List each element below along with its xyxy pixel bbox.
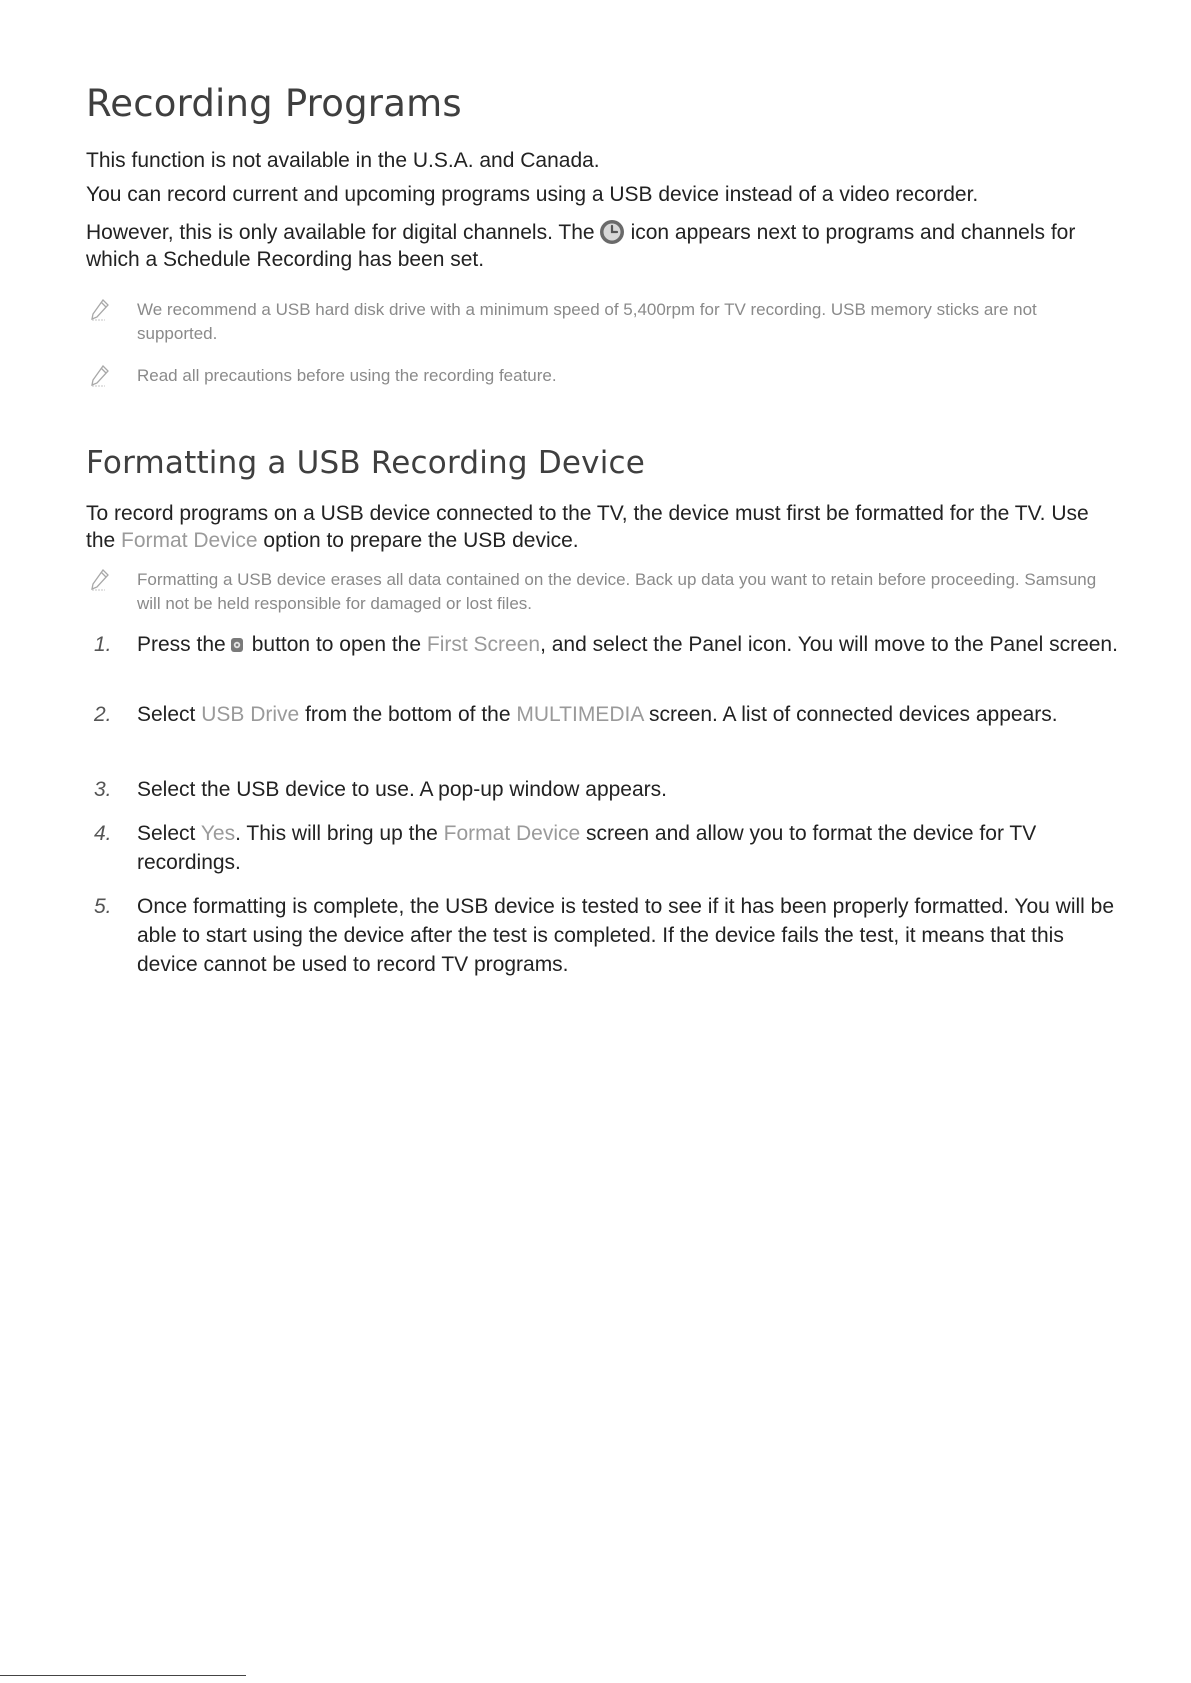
section-title-recording-programs: Recording Programs <box>86 82 462 125</box>
note-formatting-erases-text: Formatting a USB device erases all data contained on the device. Back up data you want to retain before proceeding. Samsung will not be held responsible for damaged or lost files. <box>137 570 1097 613</box>
menu-term-format-device: Format Device <box>443 822 581 845</box>
step-1 <box>86 630 1126 659</box>
paragraph-format-intro-part2: option to prepare the USB device. <box>263 529 579 552</box>
step-number: 1. <box>94 633 112 656</box>
step-1-text <box>137 630 1126 659</box>
footer-rule <box>0 1675 246 1676</box>
step-1-part1: Press the <box>137 633 226 656</box>
clock-icon <box>599 219 625 245</box>
step-2 <box>86 700 1126 729</box>
step-number: 5. <box>94 895 112 918</box>
step-1-part3: , and select the Panel icon. You will move to the Panel screen. <box>540 633 1118 656</box>
step-2-part2: from the bottom of the <box>305 703 511 726</box>
note-usb-hard-disk <box>90 298 1110 346</box>
step-4-text <box>137 819 1126 877</box>
note-precautions <box>90 364 1110 388</box>
pencil-icon <box>90 569 110 591</box>
pencil-icon <box>90 365 110 387</box>
paragraph-availability: This function is not available in the U.S.A. and Canada. <box>86 149 600 172</box>
step-5 <box>86 892 1126 979</box>
step-number: 4. <box>94 822 112 845</box>
step-2-part1: Select <box>137 703 196 726</box>
paragraph-format-intro-part1: To record programs on a USB device connected to the TV, the device must first be formatted for the TV. Use the <box>86 502 1089 552</box>
menu-term-multimedia: MULTIMEDIA <box>516 703 644 726</box>
step-2-text <box>137 700 1126 729</box>
step-number: 3. <box>94 778 112 801</box>
paragraph-digital-channels-part2: icon appears next to programs and channels for which a Schedule Recording has been set. <box>86 221 1076 271</box>
menu-term-usb-drive: USB Drive <box>201 703 300 726</box>
step-4-part2: . This will bring up the <box>235 822 438 845</box>
pencil-icon <box>90 299 110 321</box>
paragraph-usb-recording: You can record current and upcoming programs using a USB device instead of a video recorder. <box>86 183 979 206</box>
step-3-text: Select the USB device to use. A pop-up window appears. <box>137 778 667 801</box>
step-2-part3: screen. A list of connected devices appears. <box>649 703 1058 726</box>
step-1-part2: button to open the <box>251 633 422 656</box>
menu-button-icon <box>230 637 244 653</box>
step-4 <box>86 819 1126 877</box>
menu-term-first-screen: First Screen <box>426 633 541 656</box>
note-usb-hard-disk-text: We recommend a USB hard disk drive with a minimum speed of 5,400rpm for TV recording. USB memory sticks are not supported. <box>137 300 1037 343</box>
section-title-formatting-usb: Formatting a USB Recording Device <box>86 445 646 481</box>
menu-term-format-device: Format Device <box>121 529 258 552</box>
note-precautions-text: Read all precautions before using the recording feature. <box>137 366 557 385</box>
step-3 <box>86 775 1126 804</box>
step-5-text: Once formatting is complete, the USB device is tested to see if it has been properly formatted. You will be able to start using the device after the test is completed. If the device fails the test, it means that this device cannot be used to record TV programs. <box>137 895 1115 976</box>
paragraph-digital-channels <box>86 219 1116 273</box>
paragraph-digital-channels-part1: However, this is only available for digital channels. The <box>86 221 595 244</box>
step-4-part3: screen and allow you to format the device for TV recordings. <box>137 822 1037 874</box>
note-formatting-erases <box>90 568 1110 616</box>
step-number: 2. <box>94 703 112 726</box>
step-4-part1: Select <box>137 822 196 845</box>
menu-term-yes: Yes <box>200 822 236 845</box>
paragraph-format-intro <box>86 500 1116 554</box>
